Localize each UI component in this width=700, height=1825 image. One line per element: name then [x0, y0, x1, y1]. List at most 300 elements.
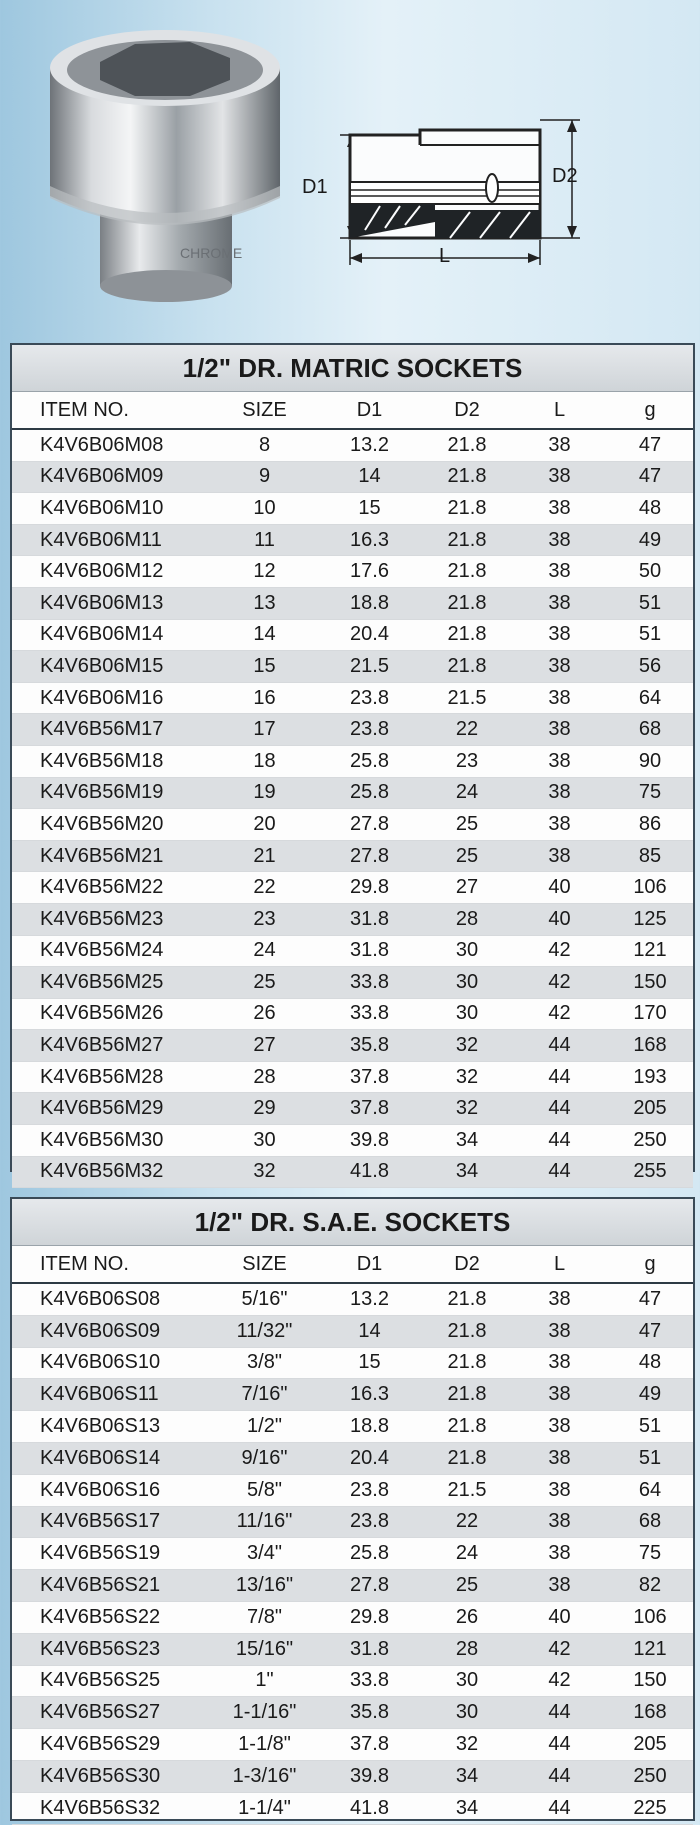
d2-cell: 26 [455, 1605, 479, 1628]
table-row [12, 556, 693, 588]
product-header [0, 0, 700, 335]
l-cell: 42 [548, 939, 571, 962]
weight-cell: 47 [638, 1287, 662, 1310]
l-cell: 42 [548, 1002, 571, 1025]
weight-cell: 255 [633, 1160, 667, 1183]
metric-sockets-table [10, 343, 695, 1183]
d2-cell: 25 [455, 812, 479, 835]
dimension-label-d2: D2 [552, 165, 578, 187]
table-row [12, 620, 693, 652]
d1-cell: 37.8 [350, 1065, 389, 1088]
header-item-no: ITEM NO. [40, 1252, 129, 1275]
table-row [12, 1030, 693, 1062]
table-row [12, 525, 693, 557]
item-no-cell: K4V6B06M14 [40, 623, 164, 646]
size-cell: 5/8" [247, 1478, 282, 1501]
weight-cell: 48 [638, 1351, 662, 1374]
item-no-cell: K4V6B06S09 [40, 1319, 161, 1342]
d2-cell: 21.8 [447, 1383, 487, 1406]
table-row [12, 967, 693, 999]
d2-cell: 25 [455, 844, 479, 867]
size-cell: 9/16" [241, 1446, 288, 1469]
table-row [12, 1697, 693, 1729]
weight-cell: 121 [633, 939, 667, 962]
d1-cell: 35.8 [350, 1701, 389, 1724]
weight-cell: 68 [638, 718, 662, 741]
table-row [12, 1793, 693, 1825]
weight-cell: 90 [638, 749, 662, 772]
d2-cell: 24 [455, 781, 479, 804]
weight-cell: 48 [638, 496, 662, 519]
d1-cell: 31.8 [350, 939, 389, 962]
table-row [12, 1570, 693, 1602]
table-row [12, 683, 693, 715]
weight-cell: 225 [633, 1796, 667, 1819]
size-cell: 20 [253, 812, 276, 835]
weight-cell: 47 [638, 1319, 662, 1342]
weight-cell: 86 [638, 812, 662, 835]
weight-cell: 150 [633, 1669, 667, 1692]
item-no-cell: K4V6B56S19 [40, 1542, 161, 1565]
table-row [12, 1062, 693, 1094]
size-cell: 21 [253, 844, 276, 867]
weight-cell: 150 [633, 970, 667, 993]
d1-cell: 20.4 [350, 623, 389, 646]
size-cell: 9 [258, 465, 271, 488]
size-cell: 32 [253, 1160, 276, 1183]
size-cell: 11 [254, 528, 275, 551]
d1-cell: 37.8 [350, 1097, 389, 1120]
size-cell: 24 [253, 939, 276, 962]
weight-cell: 170 [633, 1002, 667, 1025]
size-cell: 11/16" [236, 1510, 293, 1533]
l-cell: 38 [548, 1287, 571, 1310]
header-item-no: ITEM NO. [40, 398, 129, 421]
size-cell: 1-3/16" [232, 1764, 297, 1787]
item-no-cell: K4V6B56S30 [40, 1764, 161, 1787]
size-cell: 29 [253, 1097, 276, 1120]
weight-cell: 49 [638, 528, 662, 551]
item-no-cell: K4V6B06M13 [40, 591, 164, 614]
size-cell: 5/16" [241, 1287, 288, 1310]
d2-cell: 28 [455, 1637, 479, 1660]
d1-cell: 20.4 [350, 1446, 389, 1469]
l-cell: 44 [548, 1160, 571, 1183]
l-cell: 38 [548, 781, 571, 804]
weight-cell: 85 [638, 844, 662, 867]
item-no-cell: K4V6B06M16 [40, 686, 164, 709]
weight-cell: 106 [633, 1605, 667, 1628]
size-cell: 13/16" [235, 1574, 294, 1597]
weight-cell: 121 [633, 1637, 667, 1660]
size-cell: 30 [253, 1128, 276, 1151]
item-no-cell: K4V6B06S10 [40, 1351, 161, 1374]
d2-cell: 34 [455, 1160, 479, 1183]
table-row [12, 809, 693, 841]
table-row [12, 1634, 693, 1666]
weight-cell: 51 [638, 1415, 662, 1438]
d1-cell: 21.5 [350, 654, 389, 677]
d2-cell: 21.8 [447, 623, 487, 646]
d1-cell: 27.8 [350, 844, 389, 867]
l-cell: 38 [548, 465, 571, 488]
d1-cell: 17.6 [350, 560, 389, 583]
d1-cell: 14 [358, 1319, 381, 1342]
table-row [12, 1157, 693, 1189]
svg-text:CHROME: CHROME [180, 245, 243, 261]
metric-table-header [12, 392, 693, 430]
item-no-cell: K4V6B56M21 [40, 844, 164, 867]
d2-cell: 21.5 [447, 686, 487, 709]
weight-cell: 50 [638, 560, 662, 583]
weight-cell: 75 [638, 781, 662, 804]
item-no-cell: K4V6B56M22 [40, 876, 164, 899]
d2-cell: 22 [455, 718, 479, 741]
item-no-cell: K4V6B56M28 [40, 1065, 164, 1088]
l-cell: 44 [548, 1097, 571, 1120]
table-row [12, 1666, 693, 1698]
l-cell: 38 [548, 560, 571, 583]
d1-cell: 29.8 [350, 1605, 389, 1628]
item-no-cell: K4V6B56S25 [40, 1669, 161, 1692]
header-d2: D2 [454, 1252, 480, 1275]
l-cell: 38 [548, 528, 571, 551]
d2-cell: 21.8 [447, 1287, 487, 1310]
l-cell: 38 [548, 1319, 571, 1342]
size-cell: 25 [253, 970, 276, 993]
header-g: g [644, 1252, 656, 1275]
item-no-cell: K4V6B06S16 [40, 1478, 161, 1501]
d1-cell: 23.8 [350, 718, 389, 741]
sae-table-title: 1/2" DR. S.A.E. SOCKETS [12, 1199, 693, 1246]
d2-cell: 30 [455, 1669, 479, 1692]
l-cell: 44 [548, 1796, 571, 1819]
size-cell: 13 [253, 591, 276, 614]
item-no-cell: K4V6B06S14 [40, 1446, 161, 1469]
sae-sockets-table [10, 1197, 695, 1821]
size-cell: 1/2" [247, 1415, 282, 1438]
size-cell: 12 [253, 560, 276, 583]
d2-cell: 28 [455, 907, 479, 930]
d1-cell: 15 [358, 1351, 381, 1374]
d2-cell: 30 [455, 1701, 479, 1724]
header-d1: D1 [356, 398, 383, 421]
d1-cell: 23.8 [350, 1478, 389, 1501]
item-no-cell: K4V6B56S27 [40, 1701, 161, 1724]
size-cell: 28 [253, 1065, 276, 1088]
table-row [12, 1379, 693, 1411]
d1-cell: 25.8 [350, 781, 389, 804]
d1-cell: 27.8 [350, 1574, 389, 1597]
d2-cell: 21.8 [447, 654, 487, 677]
table-row [12, 493, 693, 525]
header-d2: D2 [454, 398, 480, 421]
table-row [12, 1507, 693, 1539]
table-row [12, 1538, 693, 1570]
d2-cell: 21.8 [447, 1351, 487, 1374]
d2-cell: 21.5 [447, 1478, 487, 1501]
l-cell: 38 [548, 1478, 571, 1501]
sae-table-header [12, 1246, 693, 1284]
weight-cell: 51 [638, 591, 662, 614]
l-cell: 38 [548, 718, 571, 741]
size-cell: 3/4" [247, 1542, 282, 1565]
size-cell: 10 [253, 496, 276, 519]
d2-cell: 21.8 [447, 433, 487, 456]
item-no-cell: K4V6B56M17 [40, 718, 164, 741]
weight-cell: 106 [633, 876, 667, 899]
table-row [12, 999, 693, 1031]
weight-cell: 205 [633, 1733, 667, 1756]
size-cell: 7/8" [247, 1605, 282, 1628]
l-cell: 38 [548, 1574, 571, 1597]
d2-cell: 21.8 [447, 1415, 487, 1438]
d1-cell: 23.8 [350, 686, 389, 709]
table-row [12, 462, 693, 494]
size-cell: 1-1/4" [238, 1796, 291, 1819]
d2-cell: 30 [455, 1002, 479, 1025]
table-row [12, 1602, 693, 1634]
item-no-cell: K4V6B06M10 [40, 496, 164, 519]
weight-cell: 168 [633, 1701, 667, 1724]
l-cell: 44 [548, 1701, 571, 1724]
d2-cell: 21.8 [447, 465, 487, 488]
item-no-cell: K4V6B56M19 [40, 781, 164, 804]
size-cell: 15/16" [235, 1637, 294, 1660]
l-cell: 42 [548, 970, 571, 993]
item-no-cell: K4V6B06M12 [40, 560, 164, 583]
size-cell: 18 [253, 749, 276, 772]
d1-cell: 39.8 [350, 1764, 389, 1787]
item-no-cell: K4V6B06M08 [40, 433, 164, 456]
table-row [12, 588, 693, 620]
d2-cell: 24 [455, 1542, 479, 1565]
weight-cell: 205 [633, 1097, 667, 1120]
socket-photo [40, 18, 300, 318]
d1-cell: 33.8 [350, 970, 389, 993]
table-row [12, 1475, 693, 1507]
d1-cell: 16.3 [350, 1383, 389, 1406]
d2-cell: 21.8 [447, 591, 487, 614]
item-no-cell: K4V6B56M30 [40, 1128, 164, 1151]
table-row [12, 778, 693, 810]
l-cell: 38 [548, 1446, 571, 1469]
l-cell: 38 [548, 1383, 571, 1406]
size-cell: 8 [258, 433, 271, 456]
d2-cell: 32 [455, 1097, 479, 1120]
l-cell: 38 [548, 1351, 571, 1374]
weight-cell: 49 [638, 1383, 662, 1406]
l-cell: 38 [548, 749, 571, 772]
d2-cell: 27 [455, 876, 479, 899]
d2-cell: 34 [455, 1128, 479, 1151]
l-cell: 44 [548, 1128, 571, 1151]
d1-cell: 27.8 [350, 812, 389, 835]
d1-cell: 37.8 [350, 1733, 389, 1756]
item-no-cell: K4V6B06S08 [40, 1287, 161, 1310]
size-cell: 1" [255, 1669, 274, 1692]
l-cell: 40 [548, 1605, 571, 1628]
size-cell: 23 [253, 907, 276, 930]
size-cell: 7/16" [241, 1383, 288, 1406]
d2-cell: 30 [455, 939, 479, 962]
weight-cell: 64 [638, 1478, 662, 1501]
weight-cell: 51 [638, 1446, 662, 1469]
d1-cell: 41.8 [350, 1160, 389, 1183]
table-row [12, 651, 693, 683]
size-cell: 16 [253, 686, 276, 709]
d2-cell: 25 [455, 1574, 479, 1597]
dimension-label-l: L [439, 245, 451, 267]
item-no-cell: K4V6B56S29 [40, 1733, 161, 1756]
item-no-cell: K4V6B56M26 [40, 1002, 164, 1025]
d2-cell: 23 [455, 749, 479, 772]
d1-cell: 29.8 [350, 876, 389, 899]
weight-cell: 250 [633, 1764, 667, 1787]
weight-cell: 47 [638, 433, 662, 456]
item-no-cell: K4V6B56M25 [40, 970, 164, 993]
d1-cell: 13.2 [350, 433, 389, 456]
table-row [12, 1125, 693, 1157]
size-cell: 27 [253, 1034, 276, 1057]
weight-cell: 193 [633, 1065, 667, 1088]
table-row [12, 872, 693, 904]
item-no-cell: K4V6B06S13 [40, 1415, 161, 1438]
item-no-cell: K4V6B06M15 [40, 654, 164, 677]
d1-cell: 25.8 [350, 749, 389, 772]
table-row [12, 1316, 693, 1348]
header-l: L [553, 398, 566, 421]
l-cell: 38 [548, 496, 571, 519]
weight-cell: 56 [638, 654, 662, 677]
d1-cell: 31.8 [350, 1637, 389, 1660]
l-cell: 42 [548, 1669, 571, 1692]
table-row [12, 936, 693, 968]
l-cell: 38 [548, 1415, 571, 1438]
size-cell: 15 [253, 654, 276, 677]
l-cell: 44 [548, 1733, 571, 1756]
table-row [12, 1761, 693, 1793]
l-cell: 38 [548, 812, 571, 835]
table-row [12, 841, 693, 873]
item-no-cell: K4V6B56M24 [40, 939, 164, 962]
item-no-cell: K4V6B56M18 [40, 749, 164, 772]
item-no-cell: K4V6B56M27 [40, 1034, 164, 1057]
l-cell: 38 [548, 433, 571, 456]
l-cell: 38 [548, 1510, 571, 1533]
d1-cell: 25.8 [350, 1542, 389, 1565]
item-no-cell: K4V6B56S17 [40, 1510, 161, 1533]
size-cell: 11/32" [236, 1319, 293, 1342]
item-no-cell: K4V6B56M23 [40, 907, 164, 930]
weight-cell: 68 [638, 1510, 662, 1533]
table-row [12, 1348, 693, 1380]
weight-cell: 51 [638, 623, 662, 646]
d1-cell: 18.8 [350, 591, 389, 614]
d1-cell: 13.2 [350, 1287, 389, 1310]
d2-cell: 21.8 [447, 560, 487, 583]
item-no-cell: K4V6B06M09 [40, 465, 164, 488]
size-cell: 17 [253, 718, 276, 741]
weight-cell: 125 [633, 907, 667, 930]
metric-table-body [12, 430, 693, 1188]
size-cell: 14 [253, 623, 276, 646]
table-row [12, 714, 693, 746]
weight-cell: 168 [633, 1034, 667, 1057]
size-cell: 1-1/16" [232, 1701, 297, 1724]
metric-table-title: 1/2" DR. MATRIC SOCKETS [12, 345, 693, 392]
d2-cell: 32 [455, 1065, 479, 1088]
d2-cell: 32 [455, 1034, 479, 1057]
table-row [12, 430, 693, 462]
weight-cell: 47 [638, 465, 662, 488]
header-size: SIZE [242, 398, 287, 421]
weight-cell: 82 [638, 1574, 662, 1597]
d1-cell: 15 [358, 496, 381, 519]
header-l: L [553, 1252, 566, 1275]
l-cell: 38 [548, 654, 571, 677]
socket-dimension-diagram [302, 130, 670, 320]
dimension-label-d1: D1 [302, 176, 328, 198]
table-row [12, 1093, 693, 1125]
l-cell: 40 [548, 876, 571, 899]
l-cell: 38 [548, 1542, 571, 1565]
d2-cell: 21.8 [447, 528, 487, 551]
d2-cell: 34 [455, 1796, 479, 1819]
d2-cell: 21.8 [447, 496, 487, 519]
item-no-cell: K4V6B06S11 [40, 1383, 159, 1406]
size-cell: 22 [253, 876, 276, 899]
weight-cell: 75 [638, 1542, 662, 1565]
item-no-cell: K4V6B56S23 [40, 1637, 161, 1660]
table-row [12, 1411, 693, 1443]
weight-cell: 64 [638, 686, 662, 709]
d2-cell: 32 [455, 1733, 479, 1756]
size-cell: 26 [253, 1002, 276, 1025]
l-cell: 44 [548, 1065, 571, 1088]
item-no-cell: K4V6B56M32 [40, 1160, 164, 1183]
d1-cell: 35.8 [350, 1034, 389, 1057]
table-row [12, 1443, 693, 1475]
table-row [12, 1284, 693, 1316]
d1-cell: 23.8 [350, 1510, 389, 1533]
l-cell: 38 [548, 686, 571, 709]
l-cell: 38 [548, 844, 571, 867]
d2-cell: 22 [455, 1510, 479, 1533]
d2-cell: 21.8 [447, 1319, 487, 1342]
d1-cell: 33.8 [350, 1669, 389, 1692]
table-row [12, 904, 693, 936]
item-no-cell: K4V6B06M11 [40, 528, 162, 551]
item-no-cell: K4V6B56S22 [40, 1605, 161, 1628]
size-cell: 19 [253, 781, 276, 804]
d1-cell: 14 [358, 465, 381, 488]
l-cell: 44 [548, 1764, 571, 1787]
weight-cell: 250 [633, 1128, 667, 1151]
sae-table-body [12, 1284, 693, 1825]
l-cell: 42 [548, 1637, 571, 1660]
l-cell: 40 [548, 907, 571, 930]
item-no-cell: K4V6B56S21 [40, 1574, 161, 1597]
size-cell: 3/8" [247, 1351, 282, 1374]
table-row [12, 1729, 693, 1761]
l-cell: 44 [548, 1034, 571, 1057]
d2-cell: 30 [455, 970, 479, 993]
item-no-cell: K4V6B56M20 [40, 812, 164, 835]
item-no-cell: K4V6B56S32 [40, 1796, 161, 1819]
d2-cell: 34 [455, 1764, 479, 1787]
d2-cell: 21.8 [447, 1446, 487, 1469]
